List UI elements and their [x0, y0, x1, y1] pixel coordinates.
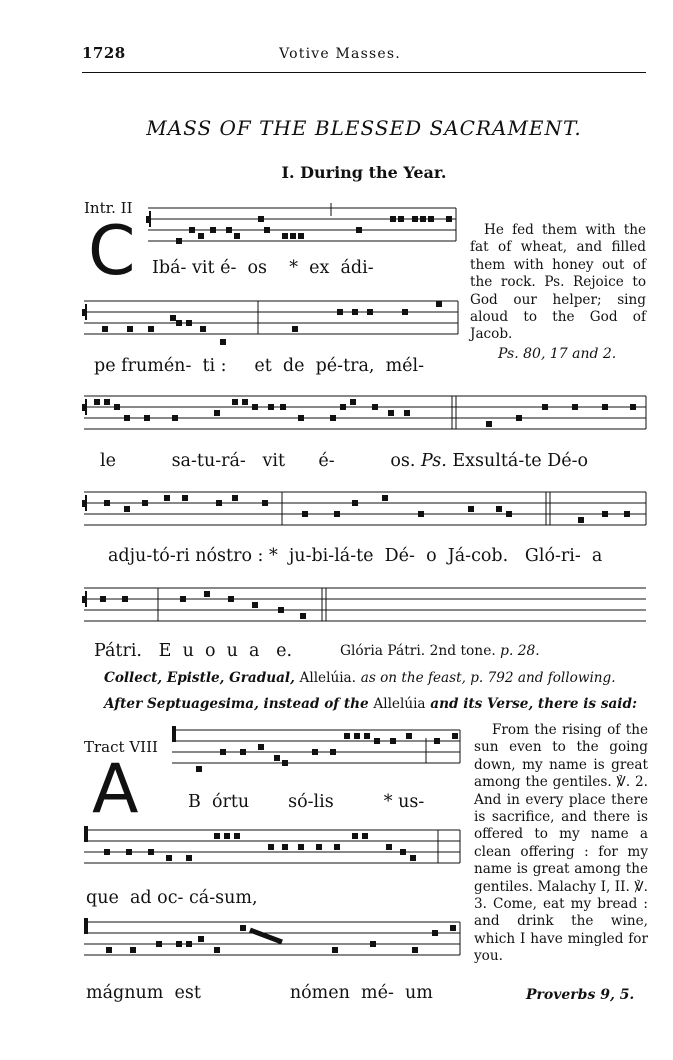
tract-lyric-3: mágnum est nómen mé- um: [86, 983, 433, 1003]
tract-staff-3: [82, 912, 462, 970]
rubric-collect: [104, 670, 616, 686]
psalm-abbrev: Ps.: [420, 451, 447, 471]
introit-reference: Ps. 80, 17 and 2.: [498, 346, 617, 362]
rubric-collect-part2: as on the feast, p. 792 and following.: [360, 670, 616, 686]
introit-lyric-5: Pátri. E u o u a e.: [94, 641, 293, 661]
tract-staff-1: [170, 720, 462, 780]
tract-reference: Proverbs 9, 5.: [526, 987, 635, 1003]
tract-mode-label: Tract VIII: [84, 738, 158, 756]
tract-lyric-2: que ad oc- cá-sum,: [86, 888, 258, 908]
introit-initial: C: [88, 212, 136, 291]
introit-lyric-3: [100, 451, 588, 471]
introit-staff-5: [82, 582, 648, 632]
tract-translation: [474, 722, 648, 966]
gloria-note: [340, 643, 540, 659]
introit-lyric-4: adju-tó-ri nóstro : * ju-bi-lá-te Dé- o Já-cob. Gló-ri- a: [108, 546, 603, 566]
introit-lyric-3-text: le sa-tu-rá- vit é- os.: [100, 451, 421, 471]
section-subtitle: I. During the Year.: [281, 163, 447, 182]
header-rule: [82, 72, 646, 73]
introit-staff-4: [82, 486, 648, 536]
tract-initial: A: [92, 750, 139, 829]
mass-title: MASS OF THE BLESSED SACRAMENT.: [146, 116, 582, 140]
psalm-incipit: Exsultá-te Dé-o: [446, 451, 589, 471]
introit-lyric-2: pe frumén- ti : et de pé-tra, mél-: [94, 356, 425, 376]
gloria-ref: p. 28.: [500, 643, 540, 659]
introit-translation: [470, 222, 646, 344]
rubric-collect-part1: Collect, Epistle, Gradual,: [104, 670, 295, 686]
introit-staff-1: [146, 202, 458, 254]
rubric-septuagesima-part2: and its Verse, there is said:: [430, 696, 637, 712]
introit-staff-3: [82, 390, 648, 442]
tract-lyric-1: B órtu só-lis * us-: [188, 792, 425, 812]
tract-translation-text: From the rising of the sun even to the going down, my name is great among the gentiles. ℣. 2. And in every place there is sacrifice, and there is offered to my name a clean offering : for my name is great among the gentiles. Malachy I, II. ℣. 3. Come, eat my bread : and drink the wine, which I have mingled for you.: [474, 722, 648, 965]
rubric-septuagesima-alleluia: Allelúia: [373, 696, 426, 712]
introit-translation-text: He fed them with the fat of wheat, and filled them with honey out of the rock. Ps. Rejoice to God our helper; sing aloud to the God of Jacob.: [470, 222, 646, 343]
tract-staff-2: [82, 820, 462, 878]
introit-staff-2: [82, 293, 460, 355]
rubric-septuagesima-part1: After Septuagesima, instead of the: [104, 696, 369, 712]
page-number: 1728: [82, 44, 126, 62]
running-head: Votive Masses.: [279, 46, 401, 62]
introit-mode-label: Intr. II: [84, 199, 133, 217]
rubric-septuagesima: [104, 696, 637, 712]
rubric-collect-alleluia: Allelúia.: [299, 670, 356, 686]
introit-lyric-1: Ibá- vit é- os * ex ádi-: [152, 258, 374, 278]
gloria-note-text: Glória Pátri. 2nd tone.: [340, 643, 496, 659]
